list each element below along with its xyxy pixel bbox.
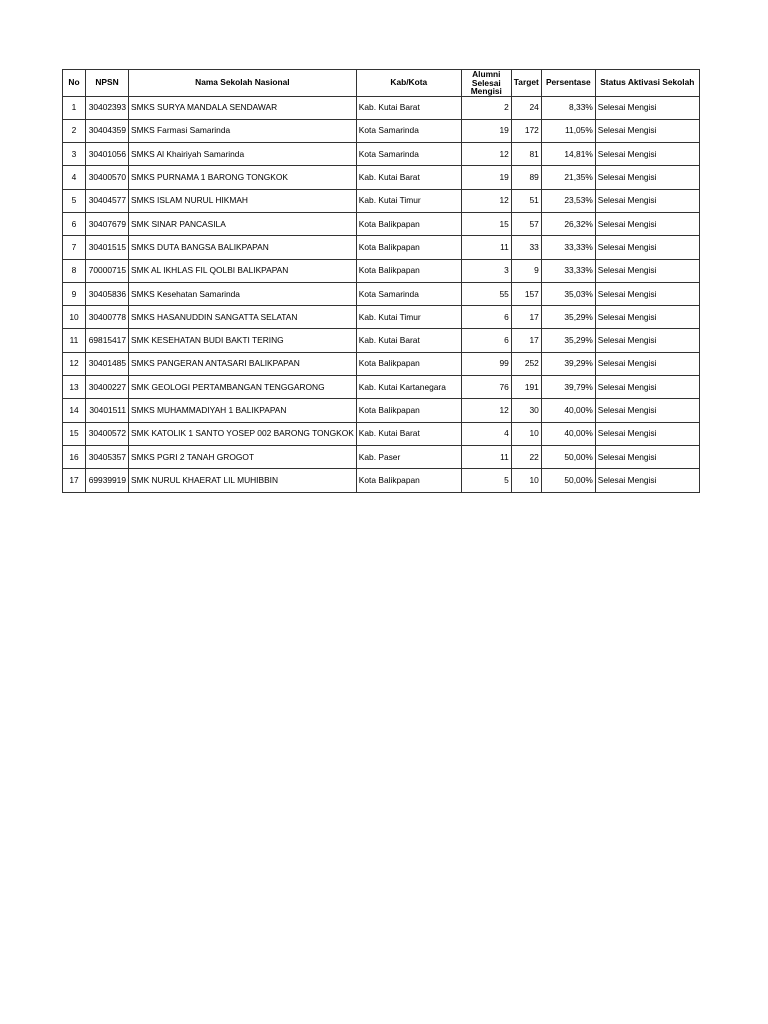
- table-row: [63, 422, 700, 445]
- cell-persentase: 21,35%: [541, 166, 595, 189]
- cell-persentase: 26,32%: [541, 212, 595, 235]
- cell-status: Selesai Mengisi: [595, 306, 699, 329]
- cell-status: Selesai Mengisi: [595, 329, 699, 352]
- cell-kab-kota: Kota Balikpapan: [356, 469, 461, 492]
- header-persentase: Persentase: [541, 70, 595, 97]
- cell-no: 2: [63, 119, 86, 142]
- cell-target: 157: [511, 282, 541, 305]
- cell-npsn: 30400572: [86, 422, 129, 445]
- cell-nama-sekolah: SMK SINAR PANCASILA: [129, 212, 357, 235]
- cell-target: 10: [511, 469, 541, 492]
- cell-kab-kota: Kota Balikpapan: [356, 399, 461, 422]
- cell-alumni: 19: [461, 119, 511, 142]
- table-row: [63, 259, 700, 282]
- cell-target: 252: [511, 352, 541, 375]
- cell-npsn: 30401056: [86, 143, 129, 166]
- cell-npsn: 30404577: [86, 189, 129, 212]
- cell-kab-kota: Kota Samarinda: [356, 119, 461, 142]
- table-row: [63, 166, 700, 189]
- cell-kab-kota: Kota Samarinda: [356, 282, 461, 305]
- cell-nama-sekolah: SMKS ISLAM NURUL HIKMAH: [129, 189, 357, 212]
- table-row: [63, 445, 700, 468]
- school-activation-table: [62, 69, 700, 493]
- cell-status: Selesai Mengisi: [595, 469, 699, 492]
- cell-alumni: 12: [461, 189, 511, 212]
- cell-npsn: 30404359: [86, 119, 129, 142]
- cell-npsn: 30405357: [86, 445, 129, 468]
- cell-target: 33: [511, 236, 541, 259]
- table-row: [63, 306, 700, 329]
- cell-status: Selesai Mengisi: [595, 259, 699, 282]
- cell-alumni: 76: [461, 376, 511, 399]
- cell-npsn: 69939919: [86, 469, 129, 492]
- header-npsn: NPSN: [86, 70, 129, 97]
- cell-nama-sekolah: SMKS Kesehatan Samarinda: [129, 282, 357, 305]
- cell-alumni: 6: [461, 329, 511, 352]
- header-nama-sekolah: Nama Sekolah Nasional: [129, 70, 357, 97]
- cell-kab-kota: Kota Samarinda: [356, 143, 461, 166]
- table-header-row: [63, 70, 700, 97]
- table-row: [63, 189, 700, 212]
- cell-no: 13: [63, 376, 86, 399]
- cell-kab-kota: Kota Balikpapan: [356, 259, 461, 282]
- cell-alumni: 55: [461, 282, 511, 305]
- cell-status: Selesai Mengisi: [595, 189, 699, 212]
- cell-status: Selesai Mengisi: [595, 143, 699, 166]
- cell-npsn: 69815417: [86, 329, 129, 352]
- cell-npsn: 30401511: [86, 399, 129, 422]
- cell-nama-sekolah: SMKS HASANUDDIN SANGATTA SELATAN: [129, 306, 357, 329]
- cell-alumni: 12: [461, 143, 511, 166]
- cell-persentase: 35,03%: [541, 282, 595, 305]
- cell-target: 17: [511, 329, 541, 352]
- cell-no: 1: [63, 96, 86, 119]
- cell-npsn: 30401515: [86, 236, 129, 259]
- cell-no: 17: [63, 469, 86, 492]
- cell-target: 81: [511, 143, 541, 166]
- cell-nama-sekolah: SMK GEOLOGI PERTAMBANGAN TENGGARONG: [129, 376, 357, 399]
- cell-npsn: 30405836: [86, 282, 129, 305]
- table-row: [63, 376, 700, 399]
- cell-nama-sekolah: SMKS Farmasi Samarinda: [129, 119, 357, 142]
- cell-target: 172: [511, 119, 541, 142]
- cell-kab-kota: Kota Balikpapan: [356, 236, 461, 259]
- cell-no: 8: [63, 259, 86, 282]
- cell-npsn: 30400778: [86, 306, 129, 329]
- cell-status: Selesai Mengisi: [595, 96, 699, 119]
- cell-alumni: 12: [461, 399, 511, 422]
- cell-persentase: 33,33%: [541, 236, 595, 259]
- cell-kab-kota: Kab. Kutai Barat: [356, 329, 461, 352]
- cell-target: 51: [511, 189, 541, 212]
- cell-persentase: 11,05%: [541, 119, 595, 142]
- cell-target: 57: [511, 212, 541, 235]
- cell-no: 3: [63, 143, 86, 166]
- cell-status: Selesai Mengisi: [595, 282, 699, 305]
- cell-target: 24: [511, 96, 541, 119]
- cell-target: 22: [511, 445, 541, 468]
- cell-alumni: 11: [461, 445, 511, 468]
- cell-persentase: 14,81%: [541, 143, 595, 166]
- cell-kab-kota: Kota Balikpapan: [356, 212, 461, 235]
- cell-nama-sekolah: SMKS PANGERAN ANTASARI BALIKPAPAN: [129, 352, 357, 375]
- cell-persentase: 50,00%: [541, 469, 595, 492]
- cell-alumni: 15: [461, 212, 511, 235]
- header-no: No: [63, 70, 86, 97]
- table-row: [63, 469, 700, 492]
- cell-target: 17: [511, 306, 541, 329]
- cell-kab-kota: Kab. Paser: [356, 445, 461, 468]
- table-row: [63, 282, 700, 305]
- cell-nama-sekolah: SMKS MUHAMMADIYAH 1 BALIKPAPAN: [129, 399, 357, 422]
- cell-kab-kota: Kota Balikpapan: [356, 352, 461, 375]
- cell-kab-kota: Kab. Kutai Barat: [356, 166, 461, 189]
- table-row: [63, 212, 700, 235]
- cell-alumni: 11: [461, 236, 511, 259]
- cell-status: Selesai Mengisi: [595, 445, 699, 468]
- header-target: Target: [511, 70, 541, 97]
- cell-persentase: 23,53%: [541, 189, 595, 212]
- cell-no: 6: [63, 212, 86, 235]
- table-row: [63, 143, 700, 166]
- cell-nama-sekolah: SMK KATOLIK 1 SANTO YOSEP 002 BARONG TONGKOK: [129, 422, 357, 445]
- cell-status: Selesai Mengisi: [595, 399, 699, 422]
- cell-kab-kota: Kab. Kutai Timur: [356, 306, 461, 329]
- cell-target: 30: [511, 399, 541, 422]
- cell-kab-kota: Kab. Kutai Kartanegara: [356, 376, 461, 399]
- cell-no: 15: [63, 422, 86, 445]
- header-kab-kota: Kab/Kota: [356, 70, 461, 97]
- cell-npsn: 30401485: [86, 352, 129, 375]
- table-row: [63, 352, 700, 375]
- table-row: [63, 399, 700, 422]
- cell-kab-kota: Kab. Kutai Timur: [356, 189, 461, 212]
- cell-status: Selesai Mengisi: [595, 119, 699, 142]
- cell-status: Selesai Mengisi: [595, 352, 699, 375]
- cell-kab-kota: Kab. Kutai Barat: [356, 422, 461, 445]
- cell-status: Selesai Mengisi: [595, 422, 699, 445]
- cell-persentase: 8,33%: [541, 96, 595, 119]
- cell-nama-sekolah: SMK KESEHATAN BUDI BAKTI TERING: [129, 329, 357, 352]
- cell-status: Selesai Mengisi: [595, 236, 699, 259]
- cell-alumni: 4: [461, 422, 511, 445]
- cell-nama-sekolah: SMKS Al Khairiyah Samarinda: [129, 143, 357, 166]
- cell-no: 4: [63, 166, 86, 189]
- cell-alumni: 6: [461, 306, 511, 329]
- cell-status: Selesai Mengisi: [595, 166, 699, 189]
- cell-nama-sekolah: SMKS DUTA BANGSA BALIKPAPAN: [129, 236, 357, 259]
- cell-nama-sekolah: SMKS SURYA MANDALA SENDAWAR: [129, 96, 357, 119]
- cell-nama-sekolah: SMKS PGRI 2 TANAH GROGOT: [129, 445, 357, 468]
- cell-persentase: 40,00%: [541, 422, 595, 445]
- cell-npsn: 70000715: [86, 259, 129, 282]
- cell-target: 10: [511, 422, 541, 445]
- cell-npsn: 30407679: [86, 212, 129, 235]
- cell-npsn: 30400227: [86, 376, 129, 399]
- cell-no: 9: [63, 282, 86, 305]
- table-row: [63, 329, 700, 352]
- table-row: [63, 236, 700, 259]
- cell-persentase: 50,00%: [541, 445, 595, 468]
- cell-alumni: 5: [461, 469, 511, 492]
- cell-no: 7: [63, 236, 86, 259]
- cell-no: 16: [63, 445, 86, 468]
- cell-npsn: 30402393: [86, 96, 129, 119]
- cell-target: 9: [511, 259, 541, 282]
- cell-target: 191: [511, 376, 541, 399]
- table-row: [63, 96, 700, 119]
- cell-alumni: 99: [461, 352, 511, 375]
- cell-persentase: 39,29%: [541, 352, 595, 375]
- cell-persentase: 39,79%: [541, 376, 595, 399]
- cell-target: 89: [511, 166, 541, 189]
- cell-persentase: 35,29%: [541, 329, 595, 352]
- cell-no: 5: [63, 189, 86, 212]
- cell-nama-sekolah: SMKS PURNAMA 1 BARONG TONGKOK: [129, 166, 357, 189]
- header-status: Status Aktivasi Sekolah: [595, 70, 699, 97]
- header-alumni: Alumni Selesai Mengisi: [461, 70, 511, 97]
- cell-npsn: 30400570: [86, 166, 129, 189]
- cell-persentase: 40,00%: [541, 399, 595, 422]
- cell-status: Selesai Mengisi: [595, 212, 699, 235]
- cell-no: 10: [63, 306, 86, 329]
- cell-no: 14: [63, 399, 86, 422]
- cell-nama-sekolah: SMK AL IKHLAS FIL QOLBI BALIKPAPAN: [129, 259, 357, 282]
- cell-nama-sekolah: SMK NURUL KHAERAT LIL MUHIBBIN: [129, 469, 357, 492]
- cell-kab-kota: Kab. Kutai Barat: [356, 96, 461, 119]
- cell-alumni: 3: [461, 259, 511, 282]
- table-row: [63, 119, 700, 142]
- cell-alumni: 19: [461, 166, 511, 189]
- cell-no: 12: [63, 352, 86, 375]
- cell-alumni: 2: [461, 96, 511, 119]
- cell-status: Selesai Mengisi: [595, 376, 699, 399]
- cell-persentase: 33,33%: [541, 259, 595, 282]
- cell-persentase: 35,29%: [541, 306, 595, 329]
- cell-no: 11: [63, 329, 86, 352]
